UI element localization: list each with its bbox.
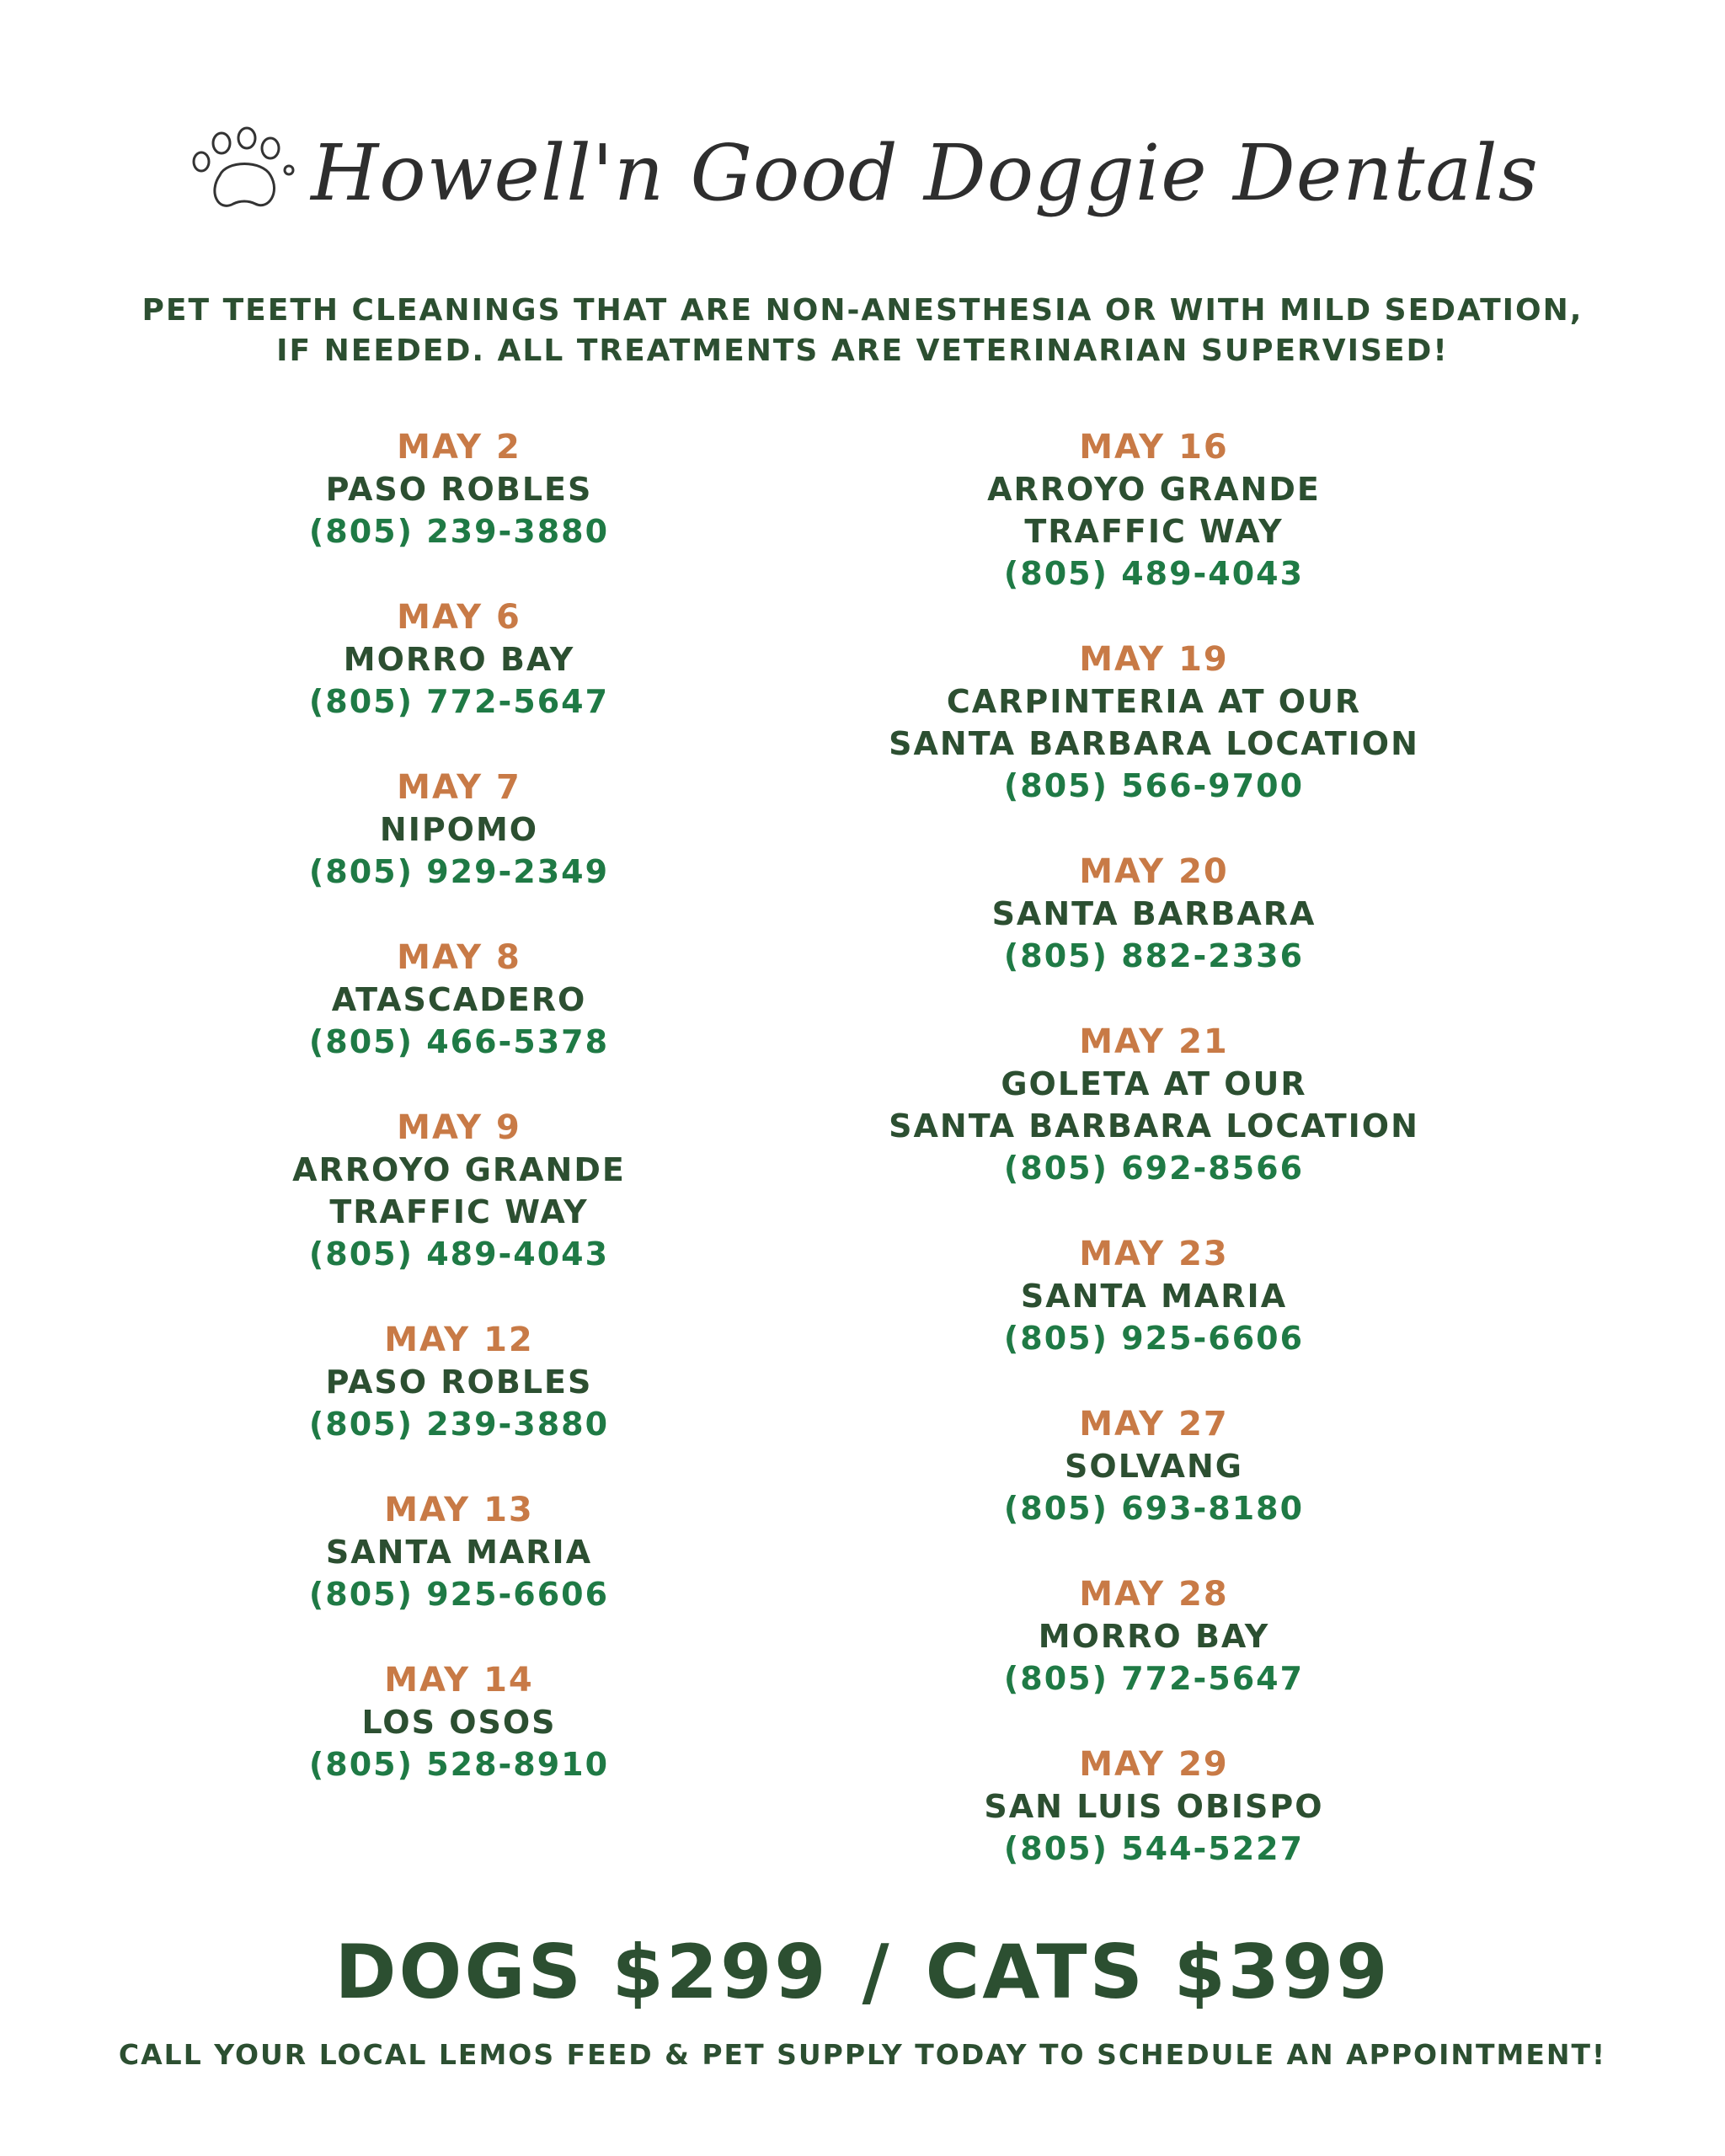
event-phone: (805) 772-5647 xyxy=(1003,1660,1305,1697)
event-phone: (805) 925-6606 xyxy=(308,1576,610,1613)
event-location: TRAFFIC WAY xyxy=(329,1193,589,1230)
event-phone: (805) 929-2349 xyxy=(308,853,610,890)
event-phone: (805) 489-4043 xyxy=(1003,555,1305,592)
event-phone: (805) 544-5227 xyxy=(1003,1830,1305,1867)
schedule-entry xyxy=(253,1659,665,1785)
event-phone: (805) 882-2336 xyxy=(1003,937,1305,974)
event-date: MAY 27 xyxy=(1079,1405,1229,1444)
event-phone: (805) 925-6606 xyxy=(1003,1320,1305,1357)
schedule-entry xyxy=(842,426,1466,595)
paw-print-icon xyxy=(186,126,296,219)
schedule-entry xyxy=(253,766,665,893)
event-date: MAY 13 xyxy=(384,1491,534,1529)
schedule-entry xyxy=(253,1489,665,1615)
event-phone: (805) 692-8566 xyxy=(1003,1150,1305,1187)
event-date: MAY 2 xyxy=(397,428,521,467)
event-date: MAY 23 xyxy=(1079,1235,1229,1273)
event-date: MAY 16 xyxy=(1079,428,1229,467)
event-phone: (805) 772-5647 xyxy=(308,683,610,720)
event-date: MAY 20 xyxy=(1079,852,1229,891)
event-location: CARPINTERIA AT OUR xyxy=(946,683,1362,720)
schedule-entry xyxy=(842,1403,1466,1529)
event-location: SANTA BARBARA xyxy=(991,895,1316,932)
schedule-entry xyxy=(253,1107,665,1275)
dog-price: DOGS $299 xyxy=(334,1929,829,2015)
schedule-entry xyxy=(842,1233,1466,1359)
event-phone: (805) 528-8910 xyxy=(308,1746,610,1783)
brand-header xyxy=(0,93,1725,253)
event-location: NIPOMO xyxy=(379,811,539,848)
event-phone: (805) 566-9700 xyxy=(1003,767,1305,804)
event-date: MAY 6 xyxy=(397,598,521,637)
event-location: ARROYO GRANDE xyxy=(987,471,1321,508)
event-location: SANTA MARIA xyxy=(325,1534,593,1571)
brand-name: Howell'n Good Doggie Dentals xyxy=(311,127,1539,218)
schedule-entry xyxy=(842,1743,1466,1870)
event-phone: (805) 239-3880 xyxy=(308,513,610,550)
event-date: MAY 21 xyxy=(1079,1022,1229,1061)
event-phone: (805) 489-4043 xyxy=(308,1235,610,1273)
event-phone: (805) 693-8180 xyxy=(1003,1490,1305,1527)
event-location: ATASCADERO xyxy=(331,981,587,1018)
event-location: SANTA BARBARA LOCATION xyxy=(889,1107,1419,1145)
event-location: SOLVANG xyxy=(1065,1448,1243,1485)
event-location: MORRO BAY xyxy=(1038,1618,1270,1655)
price-separator: / xyxy=(862,1929,892,2015)
schedule-entry xyxy=(842,1573,1466,1700)
schedule-entry xyxy=(253,937,665,1063)
schedule-entry xyxy=(253,1319,665,1445)
intro-text xyxy=(0,291,1725,371)
event-date: MAY 14 xyxy=(384,1661,534,1700)
schedule-entry xyxy=(842,638,1466,807)
event-location: PASO ROBLES xyxy=(325,1364,593,1401)
event-location: PASO ROBLES xyxy=(325,471,593,508)
event-phone: (805) 239-3880 xyxy=(308,1406,610,1443)
event-date: MAY 29 xyxy=(1079,1745,1229,1784)
event-date: MAY 28 xyxy=(1079,1575,1229,1614)
call-to-action: CALL YOUR LOCAL LEMOS FEED & PET SUPPLY TODAY TO SCHEDULE AN APPOINTMENT! xyxy=(118,2038,1607,2071)
event-location: TRAFFIC WAY xyxy=(1024,513,1284,550)
pricing xyxy=(0,1929,1725,2015)
schedule-entry xyxy=(253,426,665,552)
intro-line-1: PET TEETH CLEANINGS THAT ARE NON-ANESTHESIA OR WITH MILD SEDATION, xyxy=(142,293,1583,328)
event-phone: (805) 466-5378 xyxy=(308,1023,610,1060)
schedule-left-column xyxy=(253,426,665,1829)
event-location: MORRO BAY xyxy=(343,641,575,678)
intro-line-2: IF NEEDED. ALL TREATMENTS ARE VETERINARIAN SUPERVISED! xyxy=(276,334,1449,368)
event-location: GOLETA AT OUR xyxy=(1001,1065,1307,1102)
event-location: SANTA BARBARA LOCATION xyxy=(889,725,1419,762)
cat-price: CATS $399 xyxy=(925,1929,1391,2015)
event-date: MAY 7 xyxy=(397,768,521,807)
event-location: ARROYO GRANDE xyxy=(292,1151,626,1188)
schedule-entry xyxy=(842,851,1466,977)
schedule-entry xyxy=(253,596,665,723)
schedule-entry xyxy=(842,1021,1466,1189)
schedule-right-column xyxy=(842,426,1466,1913)
event-date: MAY 19 xyxy=(1079,640,1229,679)
event-date: MAY 8 xyxy=(397,938,521,977)
event-location: SANTA MARIA xyxy=(1020,1278,1288,1315)
event-date: MAY 12 xyxy=(384,1321,534,1359)
event-location: SAN LUIS OBISPO xyxy=(984,1788,1324,1825)
event-date: MAY 9 xyxy=(397,1108,521,1147)
event-location: LOS OSOS xyxy=(361,1704,557,1741)
